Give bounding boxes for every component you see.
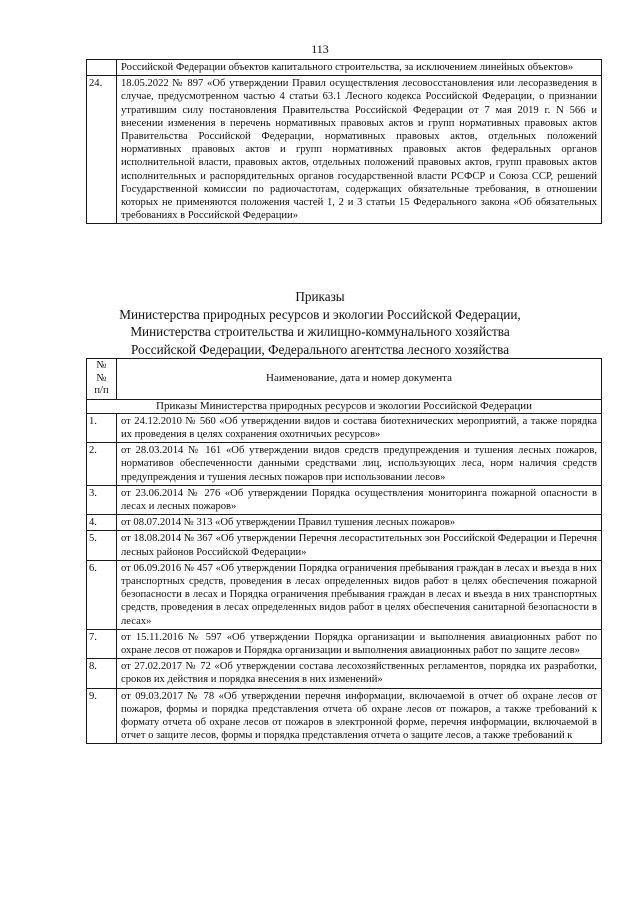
row-number: 4. <box>87 515 117 531</box>
table-header-row <box>87 359 602 400</box>
row-number: 7. <box>87 629 117 658</box>
column-header-number <box>87 359 117 400</box>
section-heading <box>0 288 640 358</box>
row-number: 8. <box>87 659 117 688</box>
heading-line: Министерства природных ресурсов и экологии Российской Федерации, <box>119 306 521 322</box>
table-row <box>87 413 602 442</box>
row-number: 24. <box>87 76 117 224</box>
row-text: от 06.09.2016 № 457 «Об утверждении Порядка ограничения пребывания граждан в лесах и въезда в них транспортных средств, проведения в лесах определенных видов работ в целях обеспечения пожарной безопасности в лесах и Порядка ограничения пребывания граждан в лесах и въезда в них транспортных средств, проведения в лесах определенных видов работ в целях обеспечения санитарной безопасности в лесах» <box>117 560 602 629</box>
row-text: 18.05.2022 № 897 «Об утверждении Правил осуществления лесовосстановления или лесоразведения в случае, предусмотренном частью 4 статьи 63.1 Лесного кодекса Российской Федерации, о признании утратившим силу постановления Правительства Российской Федерации от 7 мая 2019 г. N 566 и внесении изменения в перечень нормативных правовых актов и групп нормативных правовых актов Правительства Российской Федерации, нормативных правовых актов, отдельных положений нормативных правовых актов и групп нормативных правовых актов федеральных органов исполнительной власти, правовых актов, отдельных положений правовых актов, групп правовых актов исполнительных и распорядительных органов государственной власти РСФСР и Союза ССР, решений Государственной комиссии по радиочастотам, содержащих обязательные требования, в отношении которых не применяются положения частей 1, 2 и 3 статьи 15 Федерального закона «Об обязательных требованиях в Российской Федерации» <box>117 76 602 224</box>
row-number: 2. <box>87 443 117 486</box>
row-text: от 23.06.2014 № 276 «Об утверждении Порядка осуществления мониторинга пожарной опасности в лесах и лесных пожаров» <box>117 485 602 514</box>
row-text: от 08.07.2014 № 313 «Об утверждении Правил тушения лесных пожаров» <box>117 515 602 531</box>
row-text: от 18.08.2014 № 367 «Об утверждении Перечня лесорастительных зон Российской Федерации и Перечня лесных районов Российской Федерации» <box>117 531 602 560</box>
row-text: от 15.11.2016 № 597 «Об утверждении Порядка организации и выполнения авиационных работ по охране лесов от пожаров и Порядка организации и выполнения авиационных работ по защите лесов» <box>117 629 602 658</box>
header-num-line: № <box>96 360 107 371</box>
column-header-title: Наименование, дата и номер документа <box>117 359 602 400</box>
table-row <box>87 515 602 531</box>
table-row <box>87 560 602 629</box>
orders-table <box>86 358 602 744</box>
table-row <box>87 531 602 560</box>
table-row <box>87 629 602 658</box>
row-number <box>87 60 117 76</box>
row-number: 5. <box>87 531 117 560</box>
row-text: от 28.03.2014 № 161 «Об утверждении видов средств предупреждения и тушения лесных пожаров, нормативов обеспеченности данными средствами лиц, использующих леса, норм наличия средств предупреждения и тушения лесных пожаров при использовании лесов» <box>117 443 602 486</box>
row-text: от 24.12.2010 № 560 «Об утверждении видов и состава биотехнических мероприятий, а также порядка их проведения в целях сохранения охотничьих ресурсов» <box>117 413 602 442</box>
top-table <box>86 59 602 224</box>
page-number: 113 <box>311 42 329 56</box>
section-title: Приказы Министерства природных ресурсов и экологии Российской Федерации <box>87 399 602 413</box>
heading-line: Российской Федерации, Федерального агентства лесного хозяйства <box>130 341 510 357</box>
table-section-row <box>87 399 602 413</box>
table-row <box>87 76 602 224</box>
row-number: 3. <box>87 485 117 514</box>
table-row <box>87 688 602 744</box>
row-text: от 27.02.2017 № 72 «Об утверждении состава лесохозяйственных регламентов, порядка их разработки, сроков их действия и порядка внесения в них изменений» <box>117 659 602 688</box>
row-text: от 09.03.2017 № 78 «Об утверждении перечня информации, включаемой в отчет об охране лесов от пожаров, формы и порядка представления отчета об охране лесов от пожаров, а также требований к формату отчета об охране лесов от пожаров в электронной форме, перечня информации, включаемой в отчет о защите лесов, формы и порядка представления отчета о защите лесов, а также требований к <box>117 688 602 744</box>
row-number: 9. <box>87 688 117 744</box>
row-number: 1. <box>87 413 117 442</box>
table-row <box>87 659 602 688</box>
header-num-line: п/п <box>94 385 109 396</box>
header-num-line: № <box>96 372 107 384</box>
table-row <box>87 485 602 514</box>
heading-line: Министерства строительства и жилищно-коммунального хозяйства <box>130 324 510 339</box>
table-row <box>87 60 602 76</box>
table-row <box>87 443 602 486</box>
row-number: 6. <box>87 560 117 629</box>
heading-line: Приказы <box>295 289 345 304</box>
row-text: Российской Федерации объектов капитального строительства, за исключением линейных объектов» <box>117 60 602 76</box>
